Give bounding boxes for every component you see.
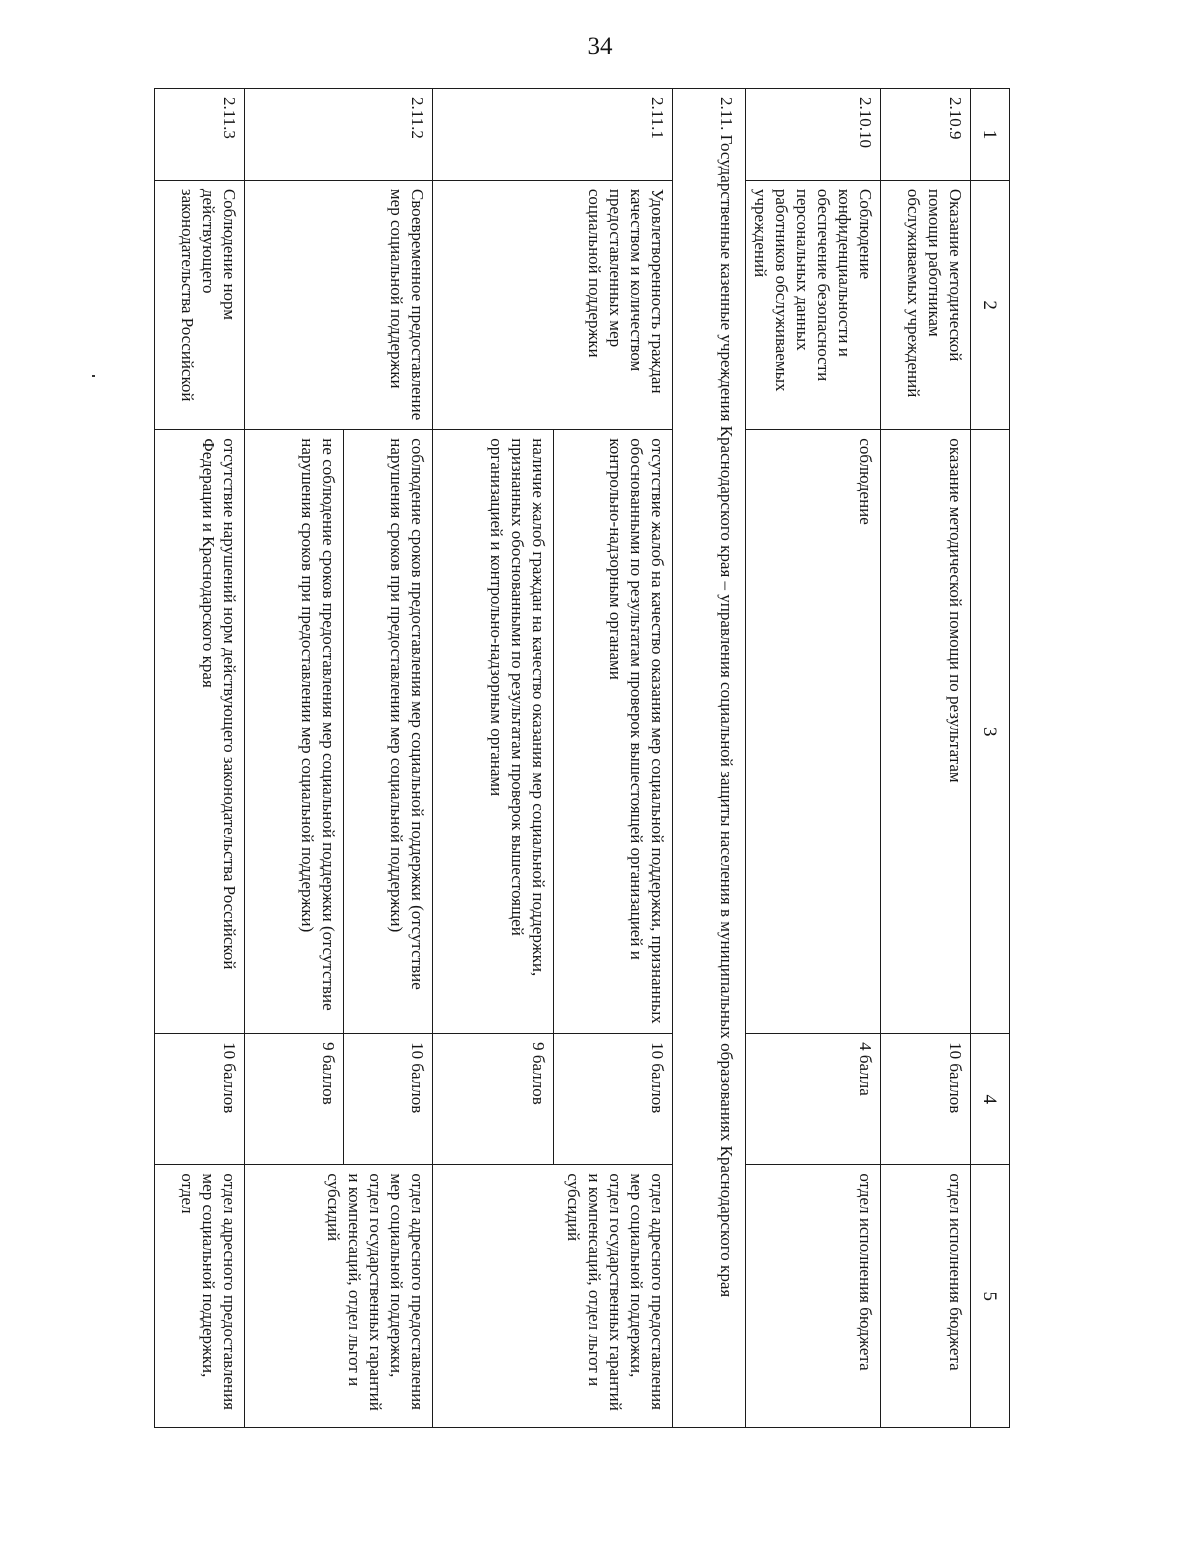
criterion-text: отсутствие нарушений норм действующего законодательства Российской Федерации и Краснодарского края — [155, 430, 245, 1034]
column-header-5: 5 — [971, 1165, 1010, 1428]
criterion-text: оказание методической помощи по результатам — [881, 430, 971, 1034]
indicator-name: Оказание методической помощи работникам обслуживаемых учреждений — [881, 180, 971, 429]
table-row-2-10-9 — [881, 89, 971, 1428]
indicator-name: Соблюдение норм действующего законодательства Российской — [155, 180, 245, 429]
responsible-department: отдел адресного предоставления мер социальной поддержки, отдел — [155, 1165, 245, 1428]
table-row-2-11-2 — [344, 89, 433, 1428]
scan-speck — [92, 375, 95, 377]
responsible-department: отдел адресного предоставления мер социальной поддержки, отдел государственных гарантий и компенсаций, отдел льгот и субсидий — [433, 1165, 673, 1428]
column-header-3: 3 — [971, 430, 1010, 1034]
indicator-name: Своевременное предоставление мер социальной поддержки — [245, 180, 433, 429]
criterion-text: отсутствие жалоб на качество оказания мер социальной поддержки, признанных обоснованными по результатам проверок вышестоящей организацией и контрольно-надзорным органами — [554, 430, 673, 1034]
table-row-2-11-1 — [554, 89, 673, 1428]
score-value: 4 балла — [746, 1034, 881, 1165]
row-number: 2.10.10 — [746, 89, 881, 181]
criterion-text: соблюдение — [746, 430, 881, 1034]
responsible-department: отдел исполнения бюджета — [746, 1165, 881, 1428]
score-value: 9 баллов — [433, 1034, 554, 1165]
indicator-name: Соблюдение конфиденциальности и обеспечение безопасности персональных данных работников обслуживаемых учреждений — [746, 180, 881, 429]
responsible-department: отдел исполнения бюджета — [881, 1165, 971, 1428]
row-number: 2.11.2 — [245, 89, 433, 181]
score-value: 9 баллов — [245, 1034, 344, 1165]
page-number: 34 — [587, 33, 613, 60]
row-number: 2.10.9 — [881, 89, 971, 181]
section-header-row — [673, 89, 746, 1428]
header-row — [971, 89, 1010, 1428]
score-value: 10 баллов — [554, 1034, 673, 1165]
criterion-text: соблюдение сроков предоставления мер социальной поддержки (отсутствие нарушения сроков при предоставлении мер социальной поддержки) — [344, 430, 433, 1034]
score-value: 10 баллов — [155, 1034, 245, 1165]
score-value: 10 баллов — [881, 1034, 971, 1165]
column-header-4: 4 — [971, 1034, 1010, 1165]
table-row-2-11-3 — [155, 89, 245, 1428]
section-title: 2.11. Государственные казенные учреждения Краснодарского края – управления социальной защиты населения в муниципальных образованиях Краснодарского края — [673, 89, 746, 1428]
criterion-text: не соблюдение сроков предоставления мер социальной поддержки (отсутствие нарушения сроков при предоставлении мер социальной поддержки) — [245, 430, 344, 1034]
table-row-2-10-10 — [746, 89, 881, 1428]
score-value: 10 баллов — [344, 1034, 433, 1165]
column-header-1: 1 — [971, 89, 1010, 181]
rotated-table-container — [178, 88, 1010, 1428]
row-number: 2.11.3 — [155, 89, 245, 181]
criteria-table — [154, 88, 1010, 1428]
indicator-name: Удовлетворенность граждан качеством и количеством предоставленных мер социальной поддержки — [433, 180, 673, 429]
criterion-text: наличие жалоб граждан на качество оказания мер социальной поддержки, признанных обоснованными по результатам проверок вышестоящей организацией и контрольно-надзорным органами — [433, 430, 554, 1034]
row-number: 2.11.1 — [433, 89, 673, 181]
column-header-2: 2 — [971, 180, 1010, 429]
responsible-department: отдел адресного предоставления мер социальной поддержки, отдел государственных гарантий и компенсаций, отдел льгот и субсидий — [245, 1165, 433, 1428]
